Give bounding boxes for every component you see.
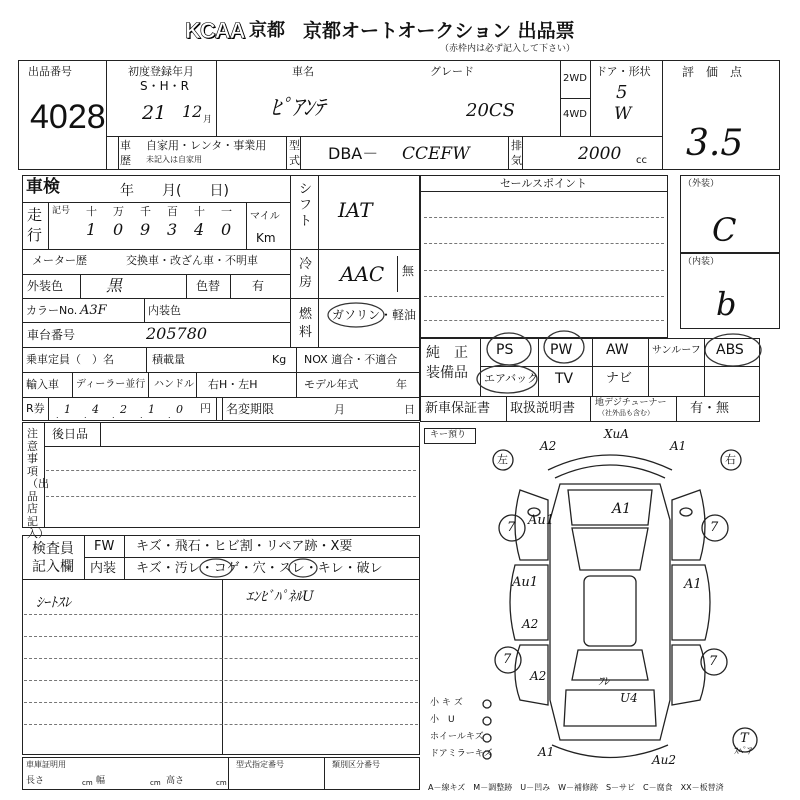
lot-number-label: 出品番号 (28, 65, 72, 78)
month-unit: 月 (203, 115, 213, 125)
meter-history-label: メーター歴 (32, 254, 87, 267)
inspector-note-seat: ｼｰﾄｽﾚ (36, 595, 71, 611)
title-note: （赤枠内は必ず記入して下さい） (440, 44, 576, 54)
height-label: 高さ (166, 776, 185, 786)
car-name: ﾋﾟｱﾝﾃ (270, 96, 326, 121)
fuel-label: 燃料 (299, 307, 313, 340)
damage-mark: A1 (538, 745, 555, 759)
digit-header: 一 (221, 205, 232, 218)
fw-defects: キズ・飛石・ヒビ割・リペア跡・X要 (136, 539, 353, 554)
handle-label: ハンドル (154, 379, 194, 390)
warranty-label: 新車保証書 (425, 401, 491, 416)
registration-year: 21 (142, 102, 167, 124)
ac-value: AAC (340, 262, 385, 286)
exterior-grade-label: （外装） (683, 179, 720, 189)
body-shape: W (614, 104, 632, 124)
digit-header: 千 (140, 205, 151, 218)
inspector-label-2: 記入欄 (32, 559, 74, 575)
day-label: 日 (404, 403, 415, 416)
garage-cert-label: 車庫証明用 (26, 760, 66, 769)
damage-mark: A2 (522, 617, 539, 631)
odometer-digit: 9 (140, 220, 151, 239)
grade: 20CS (466, 100, 516, 121)
cm-unit: cm (216, 779, 227, 787)
digital-tuner-options: 有・無 (690, 401, 730, 416)
month-label: 月 (334, 403, 345, 416)
legend-small-dent: 小 U (430, 715, 455, 725)
mileage-label-2: 行 (27, 226, 43, 244)
first-registration-label: 初度登録年月 (128, 65, 194, 78)
category-number-label: 類別区分番号 (332, 760, 380, 769)
equip-aw: AW (606, 342, 629, 358)
interior-color-label: 内装色 (148, 304, 181, 317)
shift-value: IAT (338, 198, 373, 222)
fw-label: FW (94, 539, 115, 554)
exterior-grade: C (712, 211, 737, 249)
legend-small-scratch: 小 キ ズ (430, 698, 463, 708)
displacement-label-2: 気 (511, 154, 522, 167)
odometer-digit: 4 (194, 220, 205, 239)
equipment-label: 純 正 (426, 345, 468, 361)
history-note: 未記入は自家用 (146, 155, 202, 164)
car-name-label: 車名 (292, 65, 314, 78)
digit-header: 十 (194, 205, 205, 218)
model-prefix: DBA－ (328, 144, 379, 163)
yen-unit: 円 (200, 402, 211, 415)
odometer-digit: 0 (113, 220, 124, 239)
spare-mark: T (740, 731, 749, 746)
model-year-unit: 年 (396, 378, 407, 391)
remarks-label: 注意事項（出品店記入） (27, 427, 49, 540)
handle-options: 右H・左H (208, 378, 258, 391)
key-label: キー預り (430, 430, 467, 440)
damage-mark: XuA (604, 427, 629, 441)
model-code: CCEFW (402, 144, 470, 164)
era-options: S・H・R (140, 79, 189, 93)
load-unit: Kg (272, 353, 287, 366)
legend-mirror-scratch: ドアミラーキズ (430, 749, 493, 759)
history-label: 車 (120, 139, 131, 152)
legend-wheel-scratch: ホイールキズ (430, 732, 484, 742)
damage-mark: U4 (620, 691, 638, 705)
width-label: 幅 (96, 776, 106, 786)
damage-mark: A2 (540, 439, 557, 453)
cm-unit: cm (150, 779, 161, 787)
recycle-digit: 4 (92, 403, 99, 416)
equip-tv: TV (555, 371, 574, 387)
code-label: 記号 (52, 206, 71, 216)
fuel-options: ガソリン・軽油 (332, 308, 417, 322)
recycle-digit: 1 (64, 403, 71, 416)
recycle-digit: 2 (120, 403, 127, 416)
chassis-number: 205780 (146, 324, 208, 343)
manual-label: 取扱説明書 (510, 401, 576, 416)
ac-none-option: 無 (402, 264, 415, 278)
damage-mark: 7 (709, 654, 718, 669)
diagram-left-label: 左 (497, 453, 508, 466)
diagram-right-label: 右 (725, 453, 736, 466)
equip-airbag: エアバック (484, 372, 539, 385)
history-label-2: 歴 (120, 154, 131, 167)
interior-inspect-label: 内装 (90, 561, 117, 576)
page-title: 京都オートオークション 出品票 (303, 20, 575, 42)
color-number-label: カラーNo. (26, 304, 78, 317)
interior-defects: キズ・汚レ・コゲ・穴・スレ・キレ・破レ (136, 561, 383, 576)
dealer-label: ディーラー並行 (76, 379, 146, 390)
color-change-option: 有 (252, 279, 265, 293)
registration-month: 12 (182, 102, 203, 121)
load-label: 積載量 (152, 353, 185, 366)
import-label: 輸入車 (26, 378, 59, 391)
color-change-label: 色替 (196, 279, 221, 293)
nox-label: NOX 適合・不適合 (304, 353, 398, 366)
damage-mark: Au1 (512, 575, 539, 590)
chassis-label: 車台番号 (27, 328, 76, 342)
exterior-color: 黒 (106, 276, 123, 295)
interior-grade: b (716, 285, 737, 323)
cc-unit: cc (636, 155, 647, 166)
inspection-fields: 年 月( 日) (120, 183, 229, 199)
damage-mark: A2 (530, 669, 547, 683)
equip-ps: PS (496, 342, 514, 358)
model-label-2: 式 (289, 154, 300, 167)
sales-points-title: セールスポイント (500, 177, 588, 190)
digital-tuner-label: 地デジチューナー (595, 398, 667, 408)
inspector-label: 検査員 (32, 541, 74, 557)
damage-mark: 7 (710, 520, 719, 535)
digit-header: 十 (86, 205, 97, 218)
recycle-digit: 0 (176, 403, 183, 416)
door-count: 5 (616, 82, 628, 103)
digital-tuner-note: （社外品も含む） (598, 409, 654, 417)
meter-history-options: 交換車・改ざん車・不明車 (126, 254, 258, 267)
damage-mark: ﾌﾚ (598, 675, 609, 688)
recycle-digits: . 1 . 4 . 2 . 1 . 0 (56, 403, 183, 420)
displacement: 2000 (578, 144, 622, 164)
displacement-label: 排 (511, 139, 522, 152)
color-number: A3F (80, 303, 107, 318)
remarks-title: 後日品 (52, 427, 89, 441)
damage-mark: A1 (670, 439, 687, 453)
logo-text: KCAA (185, 18, 245, 43)
damage-mark: Au2 (652, 753, 677, 767)
damage-mark: A1 (612, 501, 632, 517)
damage-mark: 7 (503, 652, 512, 667)
model-year-label: モデル年式 (304, 378, 359, 391)
drive-2wd: 2WD (563, 73, 587, 84)
mileage-label: 走 (27, 206, 43, 224)
grade-label: グレード (430, 65, 474, 78)
name-change-label: 名変期限 (226, 402, 275, 416)
odometer-digit: 3 (167, 220, 178, 239)
digit-header: 百 (167, 205, 178, 218)
damage-mark: 7 (507, 520, 516, 535)
inspector-note-panel: ｴﾝﾋﾞﾊﾟﾈﾙU (246, 589, 314, 605)
odometer-digit: 1 (86, 220, 97, 239)
history-options: 自家用・レンタ・事業用 (146, 139, 267, 152)
shift-label: シフト (299, 182, 313, 229)
cm-unit: cm (82, 779, 93, 787)
equip-abs: ABS (716, 342, 744, 358)
equipment-label-2: 装備品 (426, 365, 468, 381)
equip-navi: ナビ (606, 371, 633, 386)
damage-mark: Au1 (528, 513, 555, 528)
inspection-label: 車検 (26, 177, 60, 197)
recycle-label: R券 (26, 402, 45, 415)
drive-4wd: 4WD (563, 109, 587, 120)
spare-label: ｽﾍﾟｱ (734, 747, 753, 757)
recycle-digit: 1 (148, 403, 155, 416)
model-label: 型 (289, 139, 300, 152)
rating-label: 評 価 点 (682, 65, 743, 79)
damage-mark: A1 (684, 577, 702, 592)
mile-unit: マイル (250, 211, 280, 222)
damage-code-legend: A－線キズ M－調整跡 U－凹み W－補修跡 S－サビ C－腐食 XX－板替済 (428, 783, 724, 792)
interior-grade-label: （内装） (683, 257, 720, 267)
logo-subtext: 京都 (249, 20, 285, 41)
length-label: 長さ (26, 776, 45, 786)
model-designation-label: 型式指定番号 (236, 760, 284, 769)
odometer-digit: 0 (221, 220, 232, 239)
lot-number: 4028 (30, 98, 106, 136)
ac-label: 冷房 (299, 257, 313, 290)
km-unit: Km (256, 231, 276, 245)
exterior-color-label: 外装色 (27, 279, 64, 293)
equip-sunroof: サンルーフ (652, 345, 701, 356)
door-shape-label: ドア・形状 (596, 65, 651, 78)
rating: 3.5 (686, 123, 744, 164)
capacity-label: 乗車定員（ ）名 (26, 353, 114, 366)
digit-header: 万 (113, 205, 124, 218)
equip-pw: PW (550, 342, 573, 358)
